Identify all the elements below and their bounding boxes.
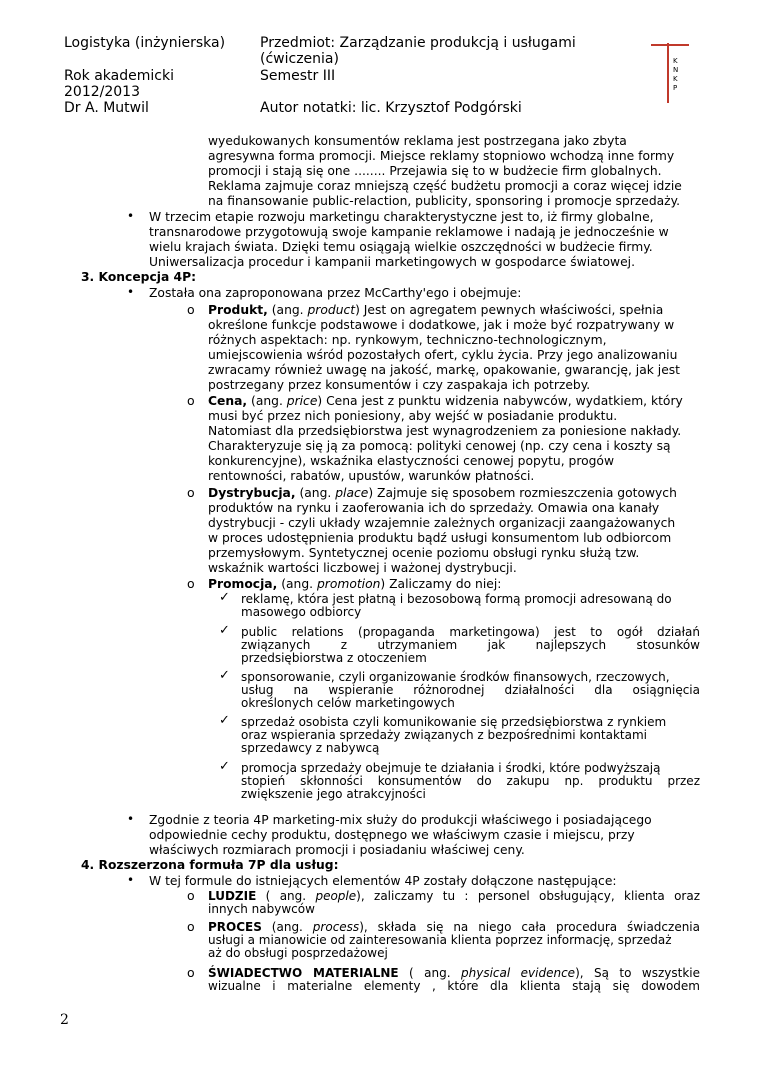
checkmark-icon: ✓ [219, 668, 230, 683]
text-line: Uniwersalizacja procedur i kampanii marketingowych w gospodarce światowej. [149, 255, 635, 269]
field-of-study: Logistyka (inżynierska) [64, 35, 226, 51]
text-line: Zgodnie z teoria 4P marketing-mix służy do produkcji właściwego i posiadającego [149, 813, 652, 827]
text-line: reklamę, która jest płatną i bezosobową formą promocji adresowaną do [241, 592, 672, 606]
text-line: sprzedaż osobista czyli komunikowanie się przedsiębiorstwa z rynkiem [241, 715, 667, 729]
text-line: umiejscowienia wśród pozostałych ofert, cyklu życia. Przy jego analizowaniu [208, 348, 678, 362]
text-line: usługi a mianowicie od zainteresowania klienta poprzez informację, sprzedaż [208, 933, 672, 947]
checkmark-icon: ✓ [219, 590, 230, 605]
dystrybucja-line-1: Dystrybucja, (ang. place) Zajmuje się sposobem rozmieszczenia gotowych [208, 486, 677, 500]
section-3-intro: Została ona zaproponowana przez McCarthy'ego i obejmuje: [149, 286, 522, 300]
text-line: przedsiębiorstwa z otoczeniem [241, 651, 427, 665]
circle-bullet-icon: o [187, 888, 195, 903]
text-line: odpowiednie cechy produktu, dostępnego we właściwym czasie i miejscu, przy [149, 828, 635, 842]
logo-letter: K [673, 57, 678, 65]
promocja-line-1: Promocja, (ang. promotion) Zaliczamy do niej: [208, 577, 502, 591]
text-line: Natomiast dla przedsiębiorstwa jest wynagrodzeniem za poniesione nakłady. [208, 424, 682, 438]
bullet-icon: • [127, 873, 135, 887]
text-line: promocji i stają się one ........ Przejawia się to w budżecie firm globalnych. [208, 164, 662, 178]
text-line: oraz wspierania sprzedaży związanych z bezpośrednimi kontaktami [241, 728, 648, 742]
text-line: rentowności, rabatów, upustów, warunków płatności. [208, 469, 535, 483]
text-line: innych nabywców [208, 902, 315, 916]
circle-bullet-icon: o [187, 393, 195, 408]
cena-line-1: Cena, (ang. price) Cena jest z punktu widzenia nabywców, wydatkiem, który [208, 394, 683, 408]
text-line: sponsorowanie, czyli organizowanie środków finansowych, rzeczowych, [241, 670, 670, 684]
text-line: określonych celów marketingowych [241, 696, 455, 710]
text-line: na finansowanie public-relaction, publicity, sponsoring i promocje sprzedaży. [208, 194, 681, 208]
circle-bullet-icon: o [187, 965, 195, 980]
text-line: wielu krajach świata. Dzięki temu osiągają wielkie oszczędności w budżecie firmy. [149, 240, 653, 254]
text-line: konkurencyjne), wskaźnika elastyczności cenowej popytu, progów [208, 454, 615, 468]
text-line: Charakteryzuje się ją za pomocą: polityki cenowej (np. czy cena i koszty są [208, 439, 671, 453]
text-line: produktów na rynku i zaoferowania ich do sprzedaży. Omawia ona kanały [208, 501, 660, 515]
note-author: Autor notatki: lic. Krzysztof Podgórski [260, 100, 522, 116]
checkmark-icon: ✓ [219, 713, 230, 728]
circle-bullet-icon: o [187, 485, 195, 500]
academic-year-value: 2012/2013 [64, 84, 140, 100]
academic-year-label: Rok akademicki [64, 68, 174, 84]
text-line: w proces udostępnienia produktu bądź usługi konsumentom lub odbiorcom [208, 531, 672, 545]
ludzie-line-1: LUDZIE ( ang. people), zaliczamy tu : personel obsługujący, klienta oraz [208, 889, 700, 903]
bullet-icon: • [127, 285, 135, 299]
logo-letter: K [673, 75, 678, 83]
text-line: public relations (propaganda marketingowa) jest to ogół działań [241, 625, 700, 639]
bullet-icon: • [127, 812, 135, 826]
text-line: stopień skłonności konsumentów do zakupu np. produktu przez [241, 774, 700, 788]
logo-letter: N [673, 66, 679, 74]
text-line: zwiększenie jego atrakcyjności [241, 787, 426, 801]
checkmark-icon: ✓ [219, 759, 230, 774]
proces-line-1: PROCES (ang. process), składa się na niego cała procedura świadczenia [208, 920, 700, 934]
text-line: właściwych rozmiarach promocji i posiadaniu właściwej ceny. [149, 843, 525, 857]
subject-line-1: Przedmiot: Zarządzanie produkcją i usługami [260, 35, 576, 51]
circle-bullet-icon: o [187, 302, 195, 317]
text-line: W trzecim etapie rozwoju marketingu charakterystyczne jest to, iż firmy globalne, [149, 210, 654, 224]
section-4-heading: 4. Rozszerzona formuła 7P dla usług: [81, 858, 339, 872]
text-line: aż do obsługi posprzedażowej [208, 946, 388, 960]
checkmark-icon: ✓ [219, 623, 230, 638]
text-line: masowego odbiorcy [241, 605, 362, 619]
bullet-icon: • [127, 209, 135, 223]
section-4-intro: W tej formule do istniejących elementów 4P zostały dołączone następujące: [149, 874, 617, 888]
circle-bullet-icon: o [187, 576, 195, 591]
text-line: Reklama zajmuje coraz mniejszą część budżetu promocji a coraz więcej idzie [208, 179, 682, 193]
lecturer: Dr A. Mutwil [64, 100, 149, 116]
section-3-heading: 3. Koncepcja 4P: [81, 270, 197, 284]
page-number: 2 [60, 1012, 69, 1028]
text-line: sprzedawcy z nabywcą [241, 741, 380, 755]
text-line: postrzegany przez konsumentów i czy zaspakaja ich potrzeby. [208, 378, 591, 392]
text-line: promocja sprzedaży obejmuje te działania i środki, które podwyższają [241, 761, 661, 775]
logo-letter: P [673, 84, 678, 92]
semester: Semestr III [260, 68, 336, 84]
logo-vertical-bar [667, 43, 669, 103]
text-line: różnych aspektach: np. rynkowym, techniczno-technologicznym, [208, 333, 607, 347]
text-line: wyedukowanych konsumentów reklama jest postrzegana jako zbyta [208, 134, 627, 148]
subject-line-2: (ćwiczenia) [260, 51, 339, 67]
text-line: przemysłowym. Syntetycznej ocenie poziomu obsługi rynku służą tzw. [208, 546, 640, 560]
text-line: transnarodowe przygotowują swoje kampanie reklamowe i nadają je jednocześnie w [149, 225, 669, 239]
text-line: agresywna forma promocji. Miejsce reklamy stopniowo wchodzą inne formy [208, 149, 675, 163]
text-line: usług na wspieranie różnorodnej działalności dla osiągnięcia [241, 683, 700, 697]
text-line: wskaźnik wartości liczbowej i ważonej dystrybucji. [208, 561, 517, 575]
text-line: zwracamy również uwagę na jakość, markę, opakowanie, gwarancję, jak jest [208, 363, 680, 377]
text-line: dystrybucji - czyli układy wzajemnie zależnych organizacji zaangażowanych [208, 516, 676, 530]
text-line: określone funkcje podstawowe i dodatkowe, jak i może być rozpatrywany w [208, 318, 675, 332]
produkt-line-1: Produkt, (ang. product) Jest on agregatem pewnych właściwości, spełnia [208, 303, 664, 317]
logo-top-line [651, 44, 689, 46]
circle-bullet-icon: o [187, 919, 195, 934]
text-line: związanych z utrzymaniem jak najlepszych stosunków [241, 638, 700, 652]
swiadectwo-line-1: ŚWIADECTWO MATERIALNE ( ang. physical evidence), Są to wszystkie [208, 966, 701, 980]
text-line: musi być przez nich poniesiony, aby wejść w posiadanie produktu. [208, 409, 618, 423]
text-line: wizualne i materialne elementy , które dla klienta stają się dowodem [208, 979, 700, 993]
